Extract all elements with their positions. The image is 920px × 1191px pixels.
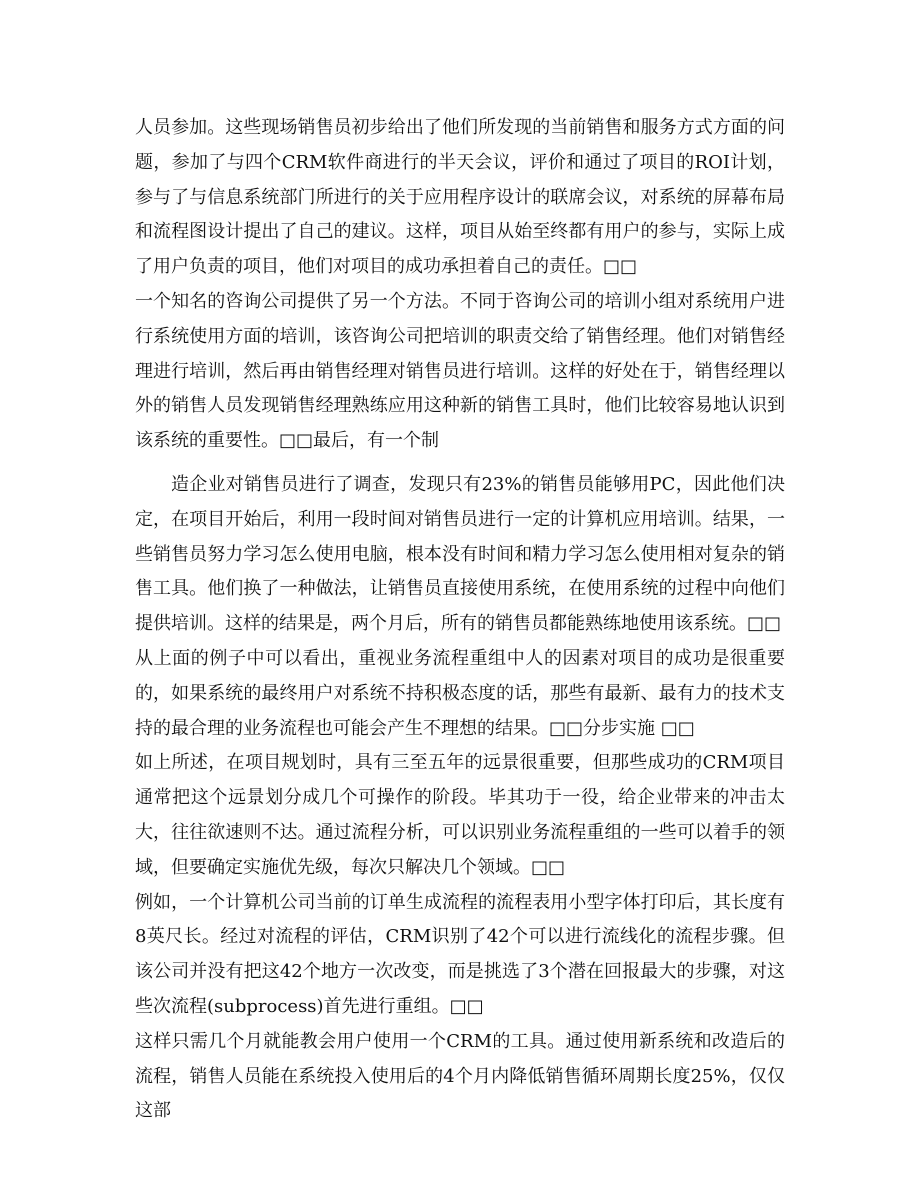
paragraph-phased-implementation: 如上所述，在项目规划时，具有三至五年的远景很重要，但那些成功的CRM项目通常把这个远景划分成几个可操作的阶段。毕其功于一役，给企业带来的冲击太大，往往欲速则不达。通过流程分析，可以识别业务流程重组的一些可以着手的领域，但要确定实施优先级，每次只解决几个领域。□□ bbox=[135, 752, 785, 878]
paragraph-human-factor: 从上面的例子中可以看出，重视业务流程重组中人的因素对项目的成功是很重要的，如果系统的最终用户对系统不持积极态度的话，那些有最新、最有力的技术支持的最合理的业务流程也可能会产生不理想的结果。□□分步实施 □□ bbox=[135, 647, 785, 739]
paragraph-user-participation: 人员参加。这些现场销售员初步给出了他们所发现的当前销售和服务方式方面的问题，参加了与四个CRM软件商进行的半天会议，评价和通过了项目的ROI计划，参与了与信息系统部门所进行的关于应用程序设计的联席会议，对系统的屏幕布局和流程图设计提出了自己的建议。这样，项目从始至终都有用户的参与，实际上成了用户负责的项目，他们对项目的成功承担着自己的责任。□□ bbox=[135, 117, 785, 278]
paragraph-consulting-training: 一个知名的咨询公司提供了另一个方法。不同于咨询公司的培训小组对系统用户进行系统使用方面的培训，该咨询公司把培训的职责交给了销售经理。他们对销售经理进行培训，然后再由销售经理对销售员进行培训。这样的好处在于，销售经理以外的销售人员发现销售经理熟练应用这种新的销售工具时，他们比较容易地认识到该系统的重要性。□□最后，有一个制 bbox=[135, 290, 785, 452]
paragraph-results: 这样只需几个月就能教会用户使用一个CRM的工具。通过使用新系统和改造后的流程，销售人员能在系统投入使用后的4个月内降低销售循环周期长度25%，仅仅这部 bbox=[135, 1030, 785, 1122]
text-block-bottom bbox=[135, 468, 785, 1129]
paragraph-computer-company-example: 例如，一个计算机公司当前的订单生成流程的流程表用小型字体打印后，其长度有8英尺长。经过对流程的评估，CRM识别了42个可以进行流线化的流程步骤。但该公司并没有把这42个地方一次改变，而是挑选了3个潜在回报最大的步骤，对这些次流程(subprocess)首先进行重组。□□ bbox=[135, 891, 785, 1017]
text-block-top bbox=[135, 111, 785, 459]
paragraph-manufacturer-survey: 造企业对销售员进行了调查，发现只有23%的销售员能够用PC，因此他们决定，在项目开始后，利用一段时间对销售员进行一定的计算机应用培训。结果，一些销售员努力学习怎么使用电脑，根本没有时间和精力学习怎么使用相对复杂的销售工具。他们换了一种做法，让销售员直接使用系统，在使用系统的过程中向他们提供培训。这样的结果是，两个月后，所有的销售员都能熟练地使用该系统。□□ bbox=[135, 474, 785, 635]
